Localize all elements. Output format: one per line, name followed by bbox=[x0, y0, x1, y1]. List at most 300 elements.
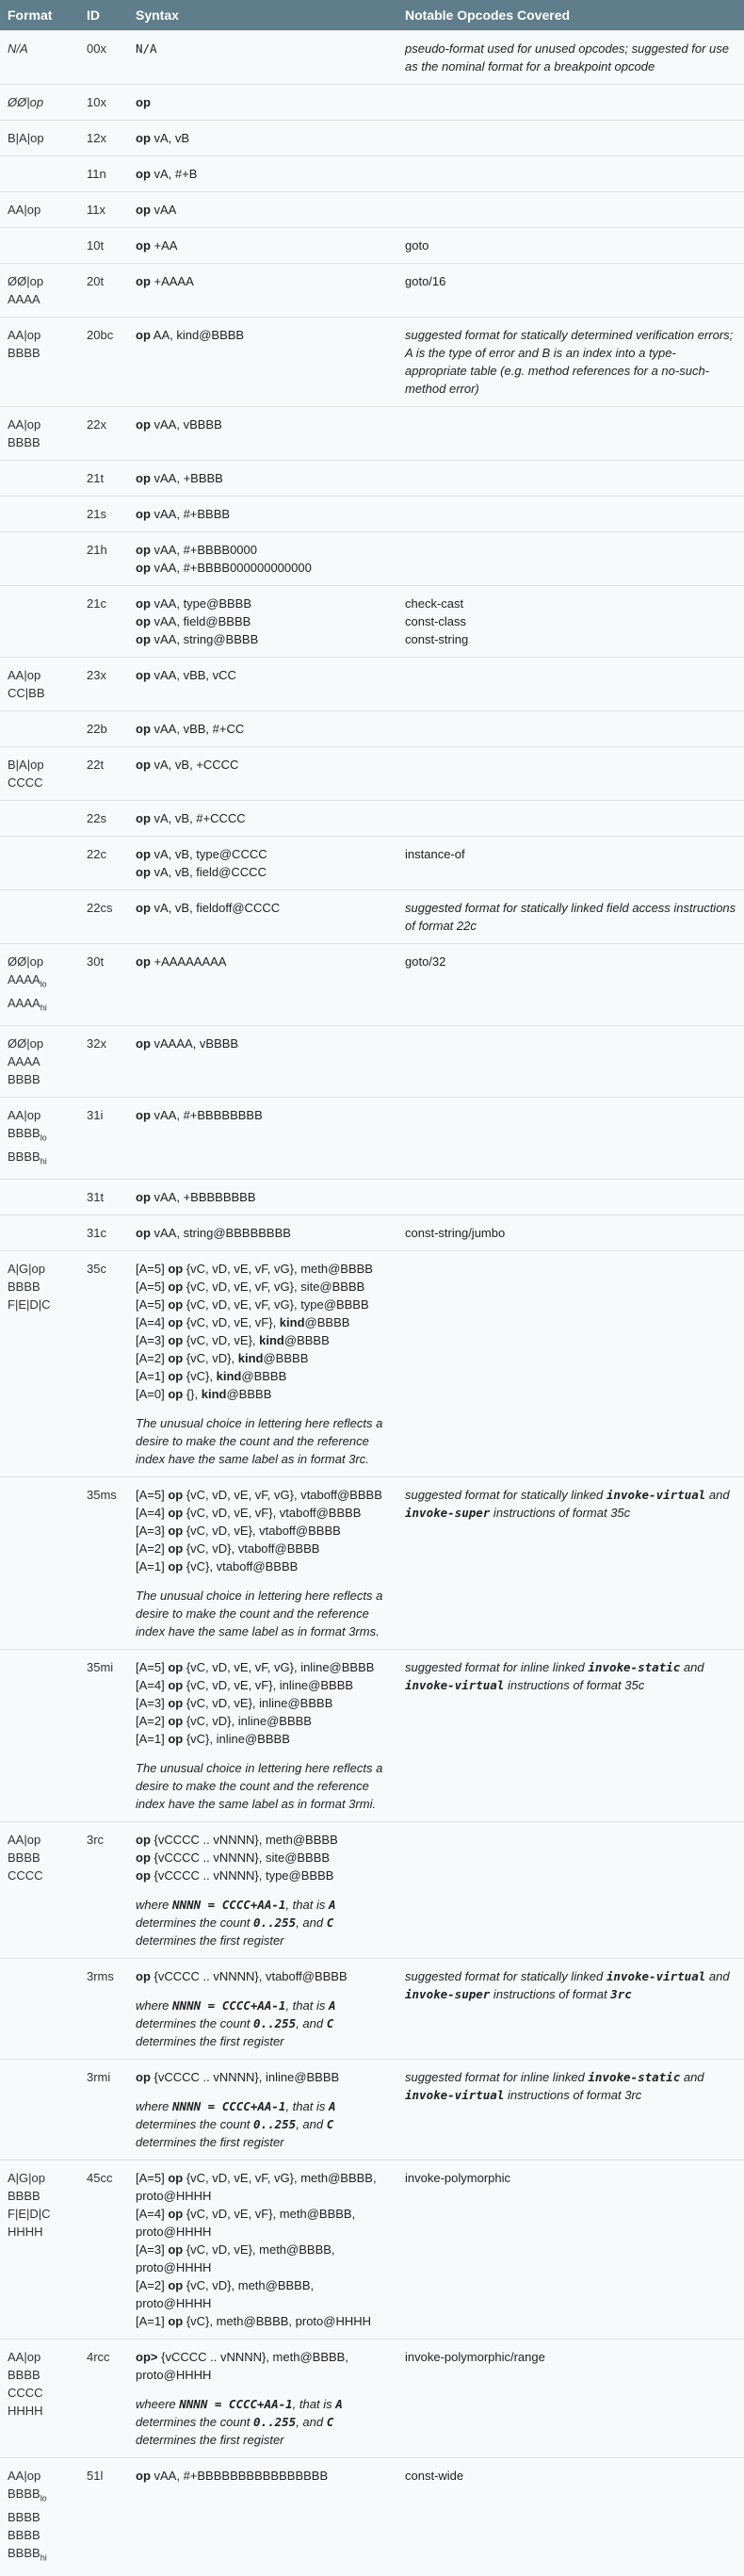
opcode-keyword: op bbox=[136, 1108, 151, 1123]
syntax-line bbox=[136, 2312, 390, 2330]
arg-count: [A=2] bbox=[136, 1351, 169, 1366]
opcode-keyword: op bbox=[168, 2314, 184, 2329]
syntax-operands: @BBBB bbox=[304, 1315, 350, 1330]
syntax-line bbox=[136, 1385, 390, 1403]
ref-kind: kind bbox=[201, 1387, 227, 1402]
syntax-line bbox=[136, 1557, 390, 1575]
opcode-name: suggested format for statically linked field access instructions of format 22c bbox=[405, 901, 736, 933]
opcode-code: invoke-virtual bbox=[606, 1488, 706, 1503]
syntax-cell bbox=[128, 31, 397, 85]
format-cell bbox=[0, 586, 79, 658]
opcode-keyword: op bbox=[136, 1036, 151, 1052]
syntax-line bbox=[136, 505, 390, 523]
opcode-name: goto/32 bbox=[405, 954, 446, 969]
syntax-operands: @BBBB bbox=[283, 1333, 330, 1348]
table-row bbox=[0, 85, 744, 121]
opcode-keyword: op bbox=[168, 1488, 184, 1503]
format-line: AA|op bbox=[8, 668, 41, 682]
format-subscript: lo bbox=[40, 2493, 47, 2503]
format-line: AA|op bbox=[8, 2469, 41, 2484]
format-cell bbox=[0, 2458, 79, 2576]
where-code: C bbox=[326, 2016, 334, 2031]
opcodes-cell: invoke-polymorphic/range bbox=[397, 2340, 744, 2458]
syntax-line bbox=[136, 1867, 390, 1884]
format-line: $BBBB_{lo}$ bbox=[8, 1126, 47, 1143]
format-cell bbox=[0, 121, 79, 156]
where-note bbox=[136, 2395, 390, 2449]
syntax-cell bbox=[128, 944, 397, 1026]
arg-count: [A=3] bbox=[136, 1333, 169, 1348]
opcode-keyword: op bbox=[136, 901, 151, 915]
syntax-cell bbox=[128, 318, 397, 407]
where-text: , that is bbox=[285, 1898, 329, 1913]
syntax-cell bbox=[128, 192, 397, 228]
arg-count: [A=2] bbox=[136, 1541, 169, 1557]
table-row bbox=[0, 1215, 744, 1251]
opcode-keyword: op bbox=[168, 1351, 184, 1366]
syntax-line bbox=[136, 1278, 390, 1296]
format-cell bbox=[0, 461, 79, 497]
where-text: determines the first register bbox=[136, 2135, 284, 2150]
opcode-keyword: op bbox=[168, 2278, 184, 2293]
id-cell: 11x bbox=[79, 192, 128, 228]
arg-count: [A=4] bbox=[136, 1506, 169, 1521]
opcode-keyword: op bbox=[136, 668, 151, 682]
where-text: determines the first register bbox=[136, 2034, 284, 2049]
syntax-cell bbox=[128, 2340, 397, 2458]
where-text: , that is bbox=[292, 2397, 336, 2412]
syntax-line-cont: proto@HHHH bbox=[136, 2189, 212, 2204]
arg-count: [A=5] bbox=[136, 1297, 169, 1312]
where-text: determines the count bbox=[136, 2117, 254, 2132]
syntax-operands: +AAAA bbox=[150, 274, 194, 288]
format-line: HHHH bbox=[8, 2404, 43, 2419]
format-cell bbox=[0, 192, 79, 228]
syntax-line bbox=[136, 756, 390, 774]
format-line: A|G|op bbox=[8, 1262, 45, 1277]
format-line: CCCC bbox=[8, 2386, 43, 2401]
syntax-line bbox=[136, 541, 390, 559]
syntax-line bbox=[136, 863, 390, 881]
format-line: F|E|D|C bbox=[8, 1297, 51, 1312]
id-cell: 3rc bbox=[79, 1822, 128, 1959]
opcode-keyword: op bbox=[136, 1226, 151, 1241]
opcode-keyword: op bbox=[136, 954, 151, 969]
arg-count: [A=0] bbox=[136, 1387, 169, 1402]
syntax-cell bbox=[128, 1098, 397, 1180]
syntax-line bbox=[136, 666, 390, 684]
opcode-keyword: op bbox=[168, 1315, 184, 1330]
desc-text: instructions of format 35c bbox=[490, 1506, 631, 1521]
format-subscript: hi bbox=[40, 2552, 47, 2563]
opcodes-cell bbox=[397, 497, 744, 532]
where-text: determines the count bbox=[136, 2415, 254, 2430]
syntax-line bbox=[136, 1658, 390, 1676]
arg-count: [A=4] bbox=[136, 1315, 169, 1330]
format-line: AAAA bbox=[8, 292, 40, 306]
syntax-cell bbox=[128, 586, 397, 658]
format-cell bbox=[0, 318, 79, 407]
arg-count: [A=1] bbox=[136, 1732, 169, 1747]
syntax-cell bbox=[128, 461, 397, 497]
where-text: , and bbox=[296, 1916, 327, 1931]
syntax-operands: vAA, +BBBBBBBB bbox=[150, 1190, 256, 1205]
syntax-line bbox=[136, 1486, 390, 1504]
desc-text: suggested format for statically linked bbox=[405, 1969, 607, 1984]
syntax-operands: {vC, vD, vE, vF, vG}, inline@BBBB bbox=[183, 1660, 375, 1675]
syntax-line bbox=[136, 2241, 390, 2258]
table-row bbox=[0, 1650, 744, 1822]
where-text: determines the first register bbox=[136, 2433, 284, 2448]
arg-count: [A=5] bbox=[136, 1262, 169, 1277]
id-cell: 3rms bbox=[79, 1959, 128, 2060]
id-cell: 21h bbox=[79, 532, 128, 586]
syntax-line bbox=[136, 2068, 390, 2086]
syntax-line bbox=[136, 720, 390, 738]
syntax-line bbox=[136, 2348, 390, 2366]
opcodes-cell bbox=[397, 264, 744, 318]
syntax-cell bbox=[128, 747, 397, 801]
format-line: $AAAA_{hi}$ bbox=[8, 995, 47, 1013]
syntax-line bbox=[136, 612, 390, 630]
id-cell: 30t bbox=[79, 944, 128, 1026]
syntax-line bbox=[136, 201, 390, 219]
syntax-operands: {vCCCC .. vNNNN}, meth@BBBB bbox=[150, 1833, 338, 1848]
syntax-cell bbox=[128, 85, 397, 121]
arg-count: [A=2] bbox=[136, 1714, 169, 1729]
opcode-keyword: op bbox=[136, 1868, 151, 1883]
arg-count: [A=1] bbox=[136, 2314, 169, 2329]
opcodes-cell bbox=[397, 1959, 744, 2060]
syntax-operands: vAA, string@BBBBBBBB bbox=[150, 1226, 291, 1241]
where-code: A bbox=[335, 2397, 343, 2412]
syntax-cell bbox=[128, 1959, 397, 2060]
header-format: Format bbox=[0, 0, 79, 31]
opcode-keyword: op bbox=[136, 1833, 151, 1848]
syntax-cell bbox=[128, 1251, 397, 1477]
id-cell: 35ms bbox=[79, 1477, 128, 1650]
opcode-keyword: op bbox=[136, 543, 151, 557]
format-subscript: lo bbox=[40, 979, 47, 989]
where-code: C bbox=[326, 2415, 334, 2430]
table-row bbox=[0, 192, 744, 228]
syntax-operands: vA, vB bbox=[150, 131, 190, 145]
opcode-name: const-class bbox=[405, 614, 467, 628]
table-row bbox=[0, 586, 744, 658]
opcodes-cell: invoke-polymorphic bbox=[397, 2160, 744, 2340]
syntax-line bbox=[136, 165, 390, 183]
where-code: 0..255 bbox=[253, 2016, 297, 2031]
opcode-name: goto/16 bbox=[405, 274, 446, 288]
arg-count: [A=1] bbox=[136, 1559, 169, 1574]
syntax-line bbox=[136, 1224, 390, 1242]
syntax-line bbox=[136, 1349, 390, 1367]
format-line: B|A|op bbox=[8, 131, 44, 145]
id-cell: 10t bbox=[79, 228, 128, 264]
syntax-cell bbox=[128, 1180, 397, 1215]
syntax-line bbox=[136, 2276, 390, 2294]
desc-text: suggested format for inline linked bbox=[405, 2070, 589, 2085]
id-cell: 31t bbox=[79, 1180, 128, 1215]
opcode-name: pseudo-format used for unused opcodes; suggested for use as the nominal format for a breakpoint opcode bbox=[405, 41, 729, 73]
syntax-cell bbox=[128, 1026, 397, 1098]
syntax-line bbox=[136, 630, 390, 648]
opcode-code: invoke-virtual bbox=[405, 1678, 505, 1693]
opcode-keyword: op bbox=[168, 2207, 184, 2222]
syntax-line bbox=[136, 1367, 390, 1385]
syntax-operands: N/A bbox=[136, 41, 157, 56]
opcode-keyword: op bbox=[168, 2171, 184, 2186]
opcode-keyword: op bbox=[136, 811, 151, 825]
table-row bbox=[0, 2160, 744, 2340]
opcode-keyword: op bbox=[136, 847, 151, 861]
format-cell bbox=[0, 1822, 79, 1959]
opcode-code: invoke-static bbox=[588, 2070, 681, 2085]
format-line: BBBB bbox=[8, 2527, 40, 2542]
desc-text: instructions of format bbox=[490, 1987, 611, 2002]
syntax-line bbox=[136, 1967, 390, 1985]
opcode-keyword: op> bbox=[136, 2350, 158, 2365]
format-line: N/A bbox=[8, 41, 28, 56]
format-line: CC|BB bbox=[8, 686, 45, 700]
id-cell: 21c bbox=[79, 586, 128, 658]
syntax-cell bbox=[128, 532, 397, 586]
syntax-cell bbox=[128, 497, 397, 532]
syntax-line bbox=[136, 1712, 390, 1730]
table-row bbox=[0, 1959, 744, 2060]
where-code: C bbox=[326, 2117, 334, 2132]
format-line: BBBB bbox=[8, 1850, 40, 1866]
syntax-operands: @BBBB bbox=[263, 1351, 309, 1366]
desc-text: and bbox=[680, 1660, 704, 1675]
table-row bbox=[0, 2340, 744, 2458]
table-row bbox=[0, 1026, 744, 1098]
format-line: AA|op bbox=[8, 417, 41, 432]
syntax-operands: {vC}, vtaboff@BBBB bbox=[183, 1559, 299, 1574]
where-code: 0..255 bbox=[253, 2117, 297, 2132]
format-cell bbox=[0, 497, 79, 532]
format-cell bbox=[0, 407, 79, 461]
syntax-operands: {vC, vD, vE, vF, vG}, meth@BBBB bbox=[183, 1262, 373, 1277]
ref-kind: kind bbox=[279, 1315, 305, 1330]
syntax-line bbox=[136, 1540, 390, 1557]
opcode-keyword: op bbox=[136, 167, 151, 181]
syntax-operands: vAA, #+BBBBBBBBBBBBBBBB bbox=[150, 2469, 329, 2484]
spacer bbox=[136, 1403, 390, 1414]
syntax-line bbox=[136, 899, 390, 917]
opcode-keyword: op bbox=[136, 1190, 151, 1205]
where-text: determines the count bbox=[136, 1916, 254, 1931]
syntax-operands: {vC, vD, vE, vF, vG}, vtaboff@BBBB bbox=[183, 1488, 382, 1503]
syntax-operands: vAA, vBB, #+CC bbox=[150, 722, 245, 736]
opcode-keyword: op bbox=[136, 865, 151, 879]
table-row bbox=[0, 711, 744, 747]
table-row bbox=[0, 747, 744, 801]
table-row bbox=[0, 944, 744, 1026]
opcode-keyword: op bbox=[136, 561, 151, 575]
desc-text: suggested format for statically linked bbox=[405, 1488, 607, 1503]
id-cell: 20bc bbox=[79, 318, 128, 407]
syntax-operands: {vC, vD, vE, vF}, vtaboff@BBBB bbox=[183, 1506, 362, 1521]
opcode-keyword: op bbox=[136, 131, 151, 145]
opcode-keyword: op bbox=[168, 1297, 184, 1312]
syntax-operands: vAA, #+BBBB000000000000 bbox=[150, 561, 312, 575]
syntax-operands: vAA, #+BBBB bbox=[150, 507, 231, 521]
syntax-line bbox=[136, 1035, 390, 1052]
where-text: determines the first register bbox=[136, 1933, 284, 1948]
opcode-keyword: op bbox=[168, 2242, 184, 2258]
syntax-operands: vA, vB, type@CCCC bbox=[150, 847, 267, 861]
syntax-cell bbox=[128, 2060, 397, 2160]
spacer bbox=[136, 2086, 390, 2097]
syntax-operands: vAA, field@BBBB bbox=[150, 614, 251, 628]
opcodes-cell bbox=[397, 1026, 744, 1098]
table-row bbox=[0, 1098, 744, 1180]
syntax-note: The unusual choice in lettering here reflects a desire to make the count and the reference index have the same label as in format 3rmi. bbox=[136, 1761, 383, 1812]
syntax-line bbox=[136, 1676, 390, 1694]
arg-count: [A=1] bbox=[136, 1369, 169, 1384]
syntax-operands: {vC, vD}, vtaboff@BBBB bbox=[183, 1541, 320, 1557]
format-cell bbox=[0, 156, 79, 192]
header-id: ID bbox=[79, 0, 128, 31]
format-cell bbox=[0, 1180, 79, 1215]
format-cell bbox=[0, 837, 79, 890]
opcodes-cell bbox=[397, 1180, 744, 1215]
table-row bbox=[0, 264, 744, 318]
format-line: AAAA bbox=[8, 1054, 40, 1069]
opcode-keyword: op bbox=[168, 1369, 184, 1384]
format-line: AA|op bbox=[8, 2350, 41, 2365]
format-cell bbox=[0, 85, 79, 121]
id-cell: 31i bbox=[79, 1098, 128, 1180]
where-text: , and bbox=[296, 2117, 327, 2132]
syntax-line bbox=[136, 2366, 390, 2384]
syntax-cell bbox=[128, 711, 397, 747]
format-line: $BBBB_{hi}$ bbox=[8, 1149, 47, 1166]
format-subscript: lo bbox=[40, 1133, 47, 1143]
id-cell: 21s bbox=[79, 497, 128, 532]
table-row bbox=[0, 31, 744, 85]
syntax-cell bbox=[128, 890, 397, 944]
id-cell: 20t bbox=[79, 264, 128, 318]
syntax-line bbox=[136, 2169, 390, 2187]
id-cell: 12x bbox=[79, 121, 128, 156]
syntax-operands: {vCCCC .. vNNNN}, meth@BBBB, bbox=[157, 2350, 348, 2365]
format-line: AA|op bbox=[8, 203, 41, 217]
table-row bbox=[0, 2060, 744, 2160]
syntax-operands: {vC, vD}, meth@BBBB, bbox=[183, 2278, 315, 2293]
table-row bbox=[0, 121, 744, 156]
syntax-cell bbox=[128, 2458, 397, 2576]
opcodes-cell bbox=[397, 121, 744, 156]
syntax-operands: {vC}, inline@BBBB bbox=[183, 1732, 290, 1747]
desc-text: instructions of format 3rc bbox=[504, 2088, 642, 2103]
format-cell bbox=[0, 711, 79, 747]
opcode-keyword: op bbox=[136, 95, 151, 109]
syntax-cell bbox=[128, 1477, 397, 1650]
id-cell: 22t bbox=[79, 747, 128, 801]
arg-count: [A=3] bbox=[136, 1696, 169, 1711]
opcode-code: invoke-super bbox=[405, 1506, 491, 1521]
id-cell: 22cs bbox=[79, 890, 128, 944]
where-text: , that is bbox=[285, 1998, 329, 2014]
where-text: where bbox=[136, 1998, 173, 2014]
opcode-keyword: op bbox=[136, 758, 151, 772]
syntax-line bbox=[136, 845, 390, 863]
spacer bbox=[136, 1884, 390, 1896]
id-cell: 22s bbox=[79, 801, 128, 837]
where-text: , and bbox=[296, 2016, 327, 2031]
format-cell bbox=[0, 1959, 79, 2060]
where-note bbox=[136, 1997, 390, 2050]
syntax-cell bbox=[128, 801, 397, 837]
where-code: NNNN = CCCC+AA-1 bbox=[172, 1998, 286, 2014]
where-note bbox=[136, 1896, 390, 1949]
opcodes-cell: const-wide bbox=[397, 2458, 744, 2576]
opcode-keyword: op bbox=[168, 1524, 184, 1539]
id-cell: 21t bbox=[79, 461, 128, 497]
opcode-keyword: op bbox=[168, 1280, 184, 1295]
syntax-operands: vAA, +BBBB bbox=[150, 471, 223, 485]
syntax-cell bbox=[128, 1215, 397, 1251]
syntax-operands: @BBBB bbox=[241, 1369, 287, 1384]
syntax-line bbox=[136, 236, 390, 254]
format-line: BBBB bbox=[8, 1072, 40, 1087]
where-code: 0..255 bbox=[253, 2415, 297, 2430]
where-text: determines the count bbox=[136, 2016, 254, 2031]
syntax-operands: {vC}, bbox=[183, 1369, 217, 1384]
syntax-operands: {vC, vD}, inline@BBBB bbox=[183, 1714, 312, 1729]
opcode-keyword: op bbox=[136, 471, 151, 485]
table-row bbox=[0, 1180, 744, 1215]
syntax-cell bbox=[128, 228, 397, 264]
id-cell: 3rmi bbox=[79, 2060, 128, 2160]
opcodes-cell bbox=[397, 318, 744, 407]
syntax-operands: vAA, string@BBBB bbox=[150, 632, 259, 646]
opcode-name: goto bbox=[405, 238, 429, 253]
syntax-line-cont: proto@HHHH bbox=[136, 2260, 212, 2275]
table-row bbox=[0, 837, 744, 890]
opcode-keyword: op bbox=[136, 596, 151, 611]
arg-count: [A=5] bbox=[136, 1488, 169, 1503]
opcodes-cell bbox=[397, 228, 744, 264]
syntax-operands: {vC, vD}, bbox=[183, 1351, 238, 1366]
opcode-keyword: op bbox=[168, 1678, 184, 1693]
opcodes-cell bbox=[397, 192, 744, 228]
syntax-operands: vAA bbox=[150, 203, 177, 217]
syntax-operands: +AA bbox=[150, 238, 178, 253]
id-cell: 35mi bbox=[79, 1650, 128, 1822]
table-row bbox=[0, 801, 744, 837]
format-line: B|A|op bbox=[8, 758, 44, 772]
format-cell bbox=[0, 2160, 79, 2340]
arg-count: [A=2] bbox=[136, 2278, 169, 2293]
opcode-name: instance-of bbox=[405, 847, 465, 861]
format-line: AA|op bbox=[8, 1833, 41, 1848]
table-row bbox=[0, 532, 744, 586]
syntax-note: The unusual choice in lettering here reflects a desire to make the count and the reference index have the same label as in format 3rc. bbox=[136, 1416, 383, 1467]
opcode-keyword: op bbox=[136, 507, 151, 521]
format-line: BBBB bbox=[8, 2368, 40, 2383]
spacer bbox=[136, 1575, 390, 1587]
syntax-note: The unusual choice in lettering here reflects a desire to make the count and the reference index have the same label as in format 3rms. bbox=[136, 1589, 383, 1639]
format-line: AA|op bbox=[8, 1108, 41, 1123]
syntax-operands: vAAAA, vBBBB bbox=[150, 1036, 239, 1052]
opcodes-cell bbox=[397, 461, 744, 497]
format-cell bbox=[0, 747, 79, 801]
syntax-line bbox=[136, 2205, 390, 2223]
format-line: F|E|D|C bbox=[8, 2207, 51, 2222]
